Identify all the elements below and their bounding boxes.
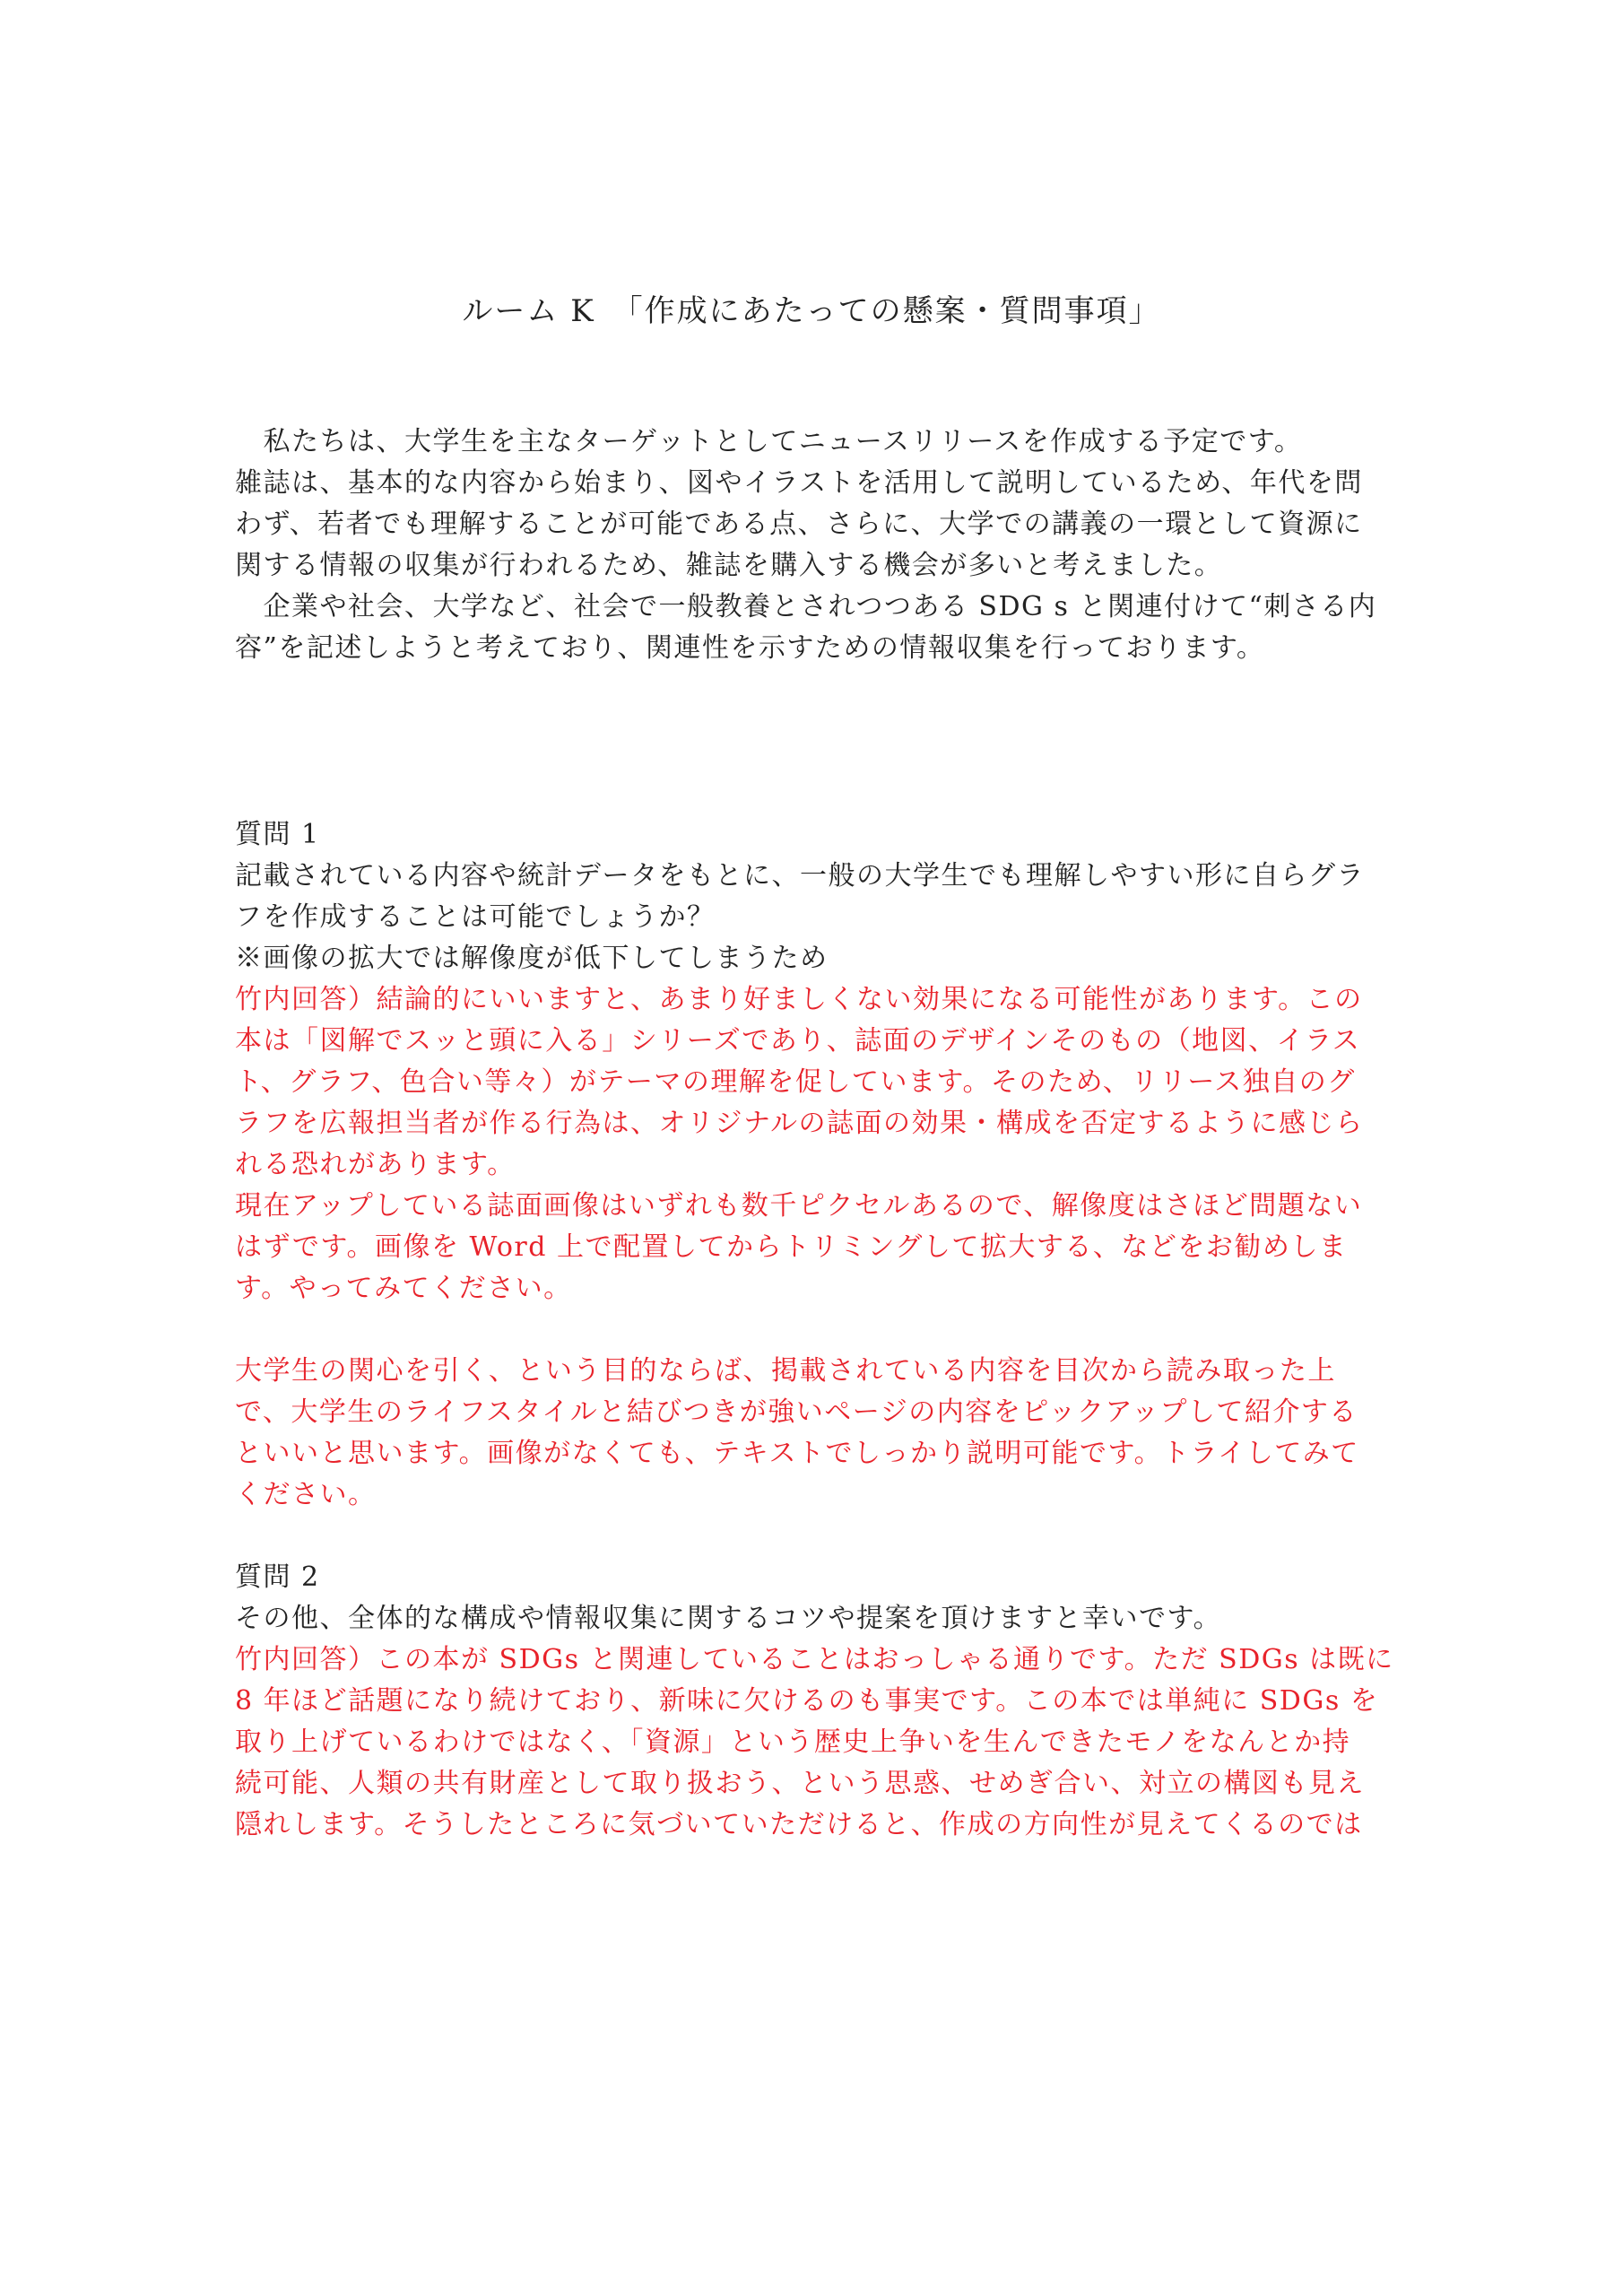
question-1-line: フを作成することは可能でしょうか？: [235, 901, 716, 933]
question-2-line: その他、全体的な構成や情報収集に関するコツや提案を頂けますと幸いです。: [235, 1603, 1222, 1634]
answer-1-line: ト、グラフ、色合い等々）がテーマの理解を促しています。そのため、リリース独自のグ: [235, 1066, 1356, 1098]
intro-line: 企業や社会、大学など、社会で一般教養とされつつある SDG s と関連付けて“刺さる内: [235, 591, 1377, 622]
answer-1-line: 竹内回答）結論的にいいますと、あまり好ましくない効果になる可能性があります。この: [235, 984, 1363, 1015]
answer-1-line: はずです。画像を Word 上で配置してからトリミングして拡大する、などをお勧めしま: [235, 1231, 1348, 1263]
document-title: ルーム K 「作成にあたっての懸案・質問事項」: [462, 293, 1161, 329]
answer-1b-line: ください。: [235, 1479, 377, 1510]
answer-1b-line: といいと思います。画像がなくても、テキストでしっかり説明可能です。トライしてみて: [235, 1438, 1359, 1469]
answer-2-line: 隠れします。そうしたところに気づいていただけると、作成の方向性が見えてくるのでは: [235, 1809, 1363, 1840]
question-1-line: 記載されている内容や統計データをもとに、一般の大学生でも理解しやすい形に自らグラ: [235, 860, 1365, 891]
intro-line: 雑誌は、基本的な内容から始まり、図やイラストを活用して説明しているため、年代を問: [235, 467, 1363, 499]
intro-line: わず、若者でも理解することが可能である点、さらに、大学での講義の一環として資源に: [235, 509, 1363, 540]
answer-2-line: 取り上げているわけではなく、「資源」という歴史上争いを生んできたモノをなんとか持: [235, 1726, 1351, 1758]
answer-1-line: 本は「図解でスッと頭に入る」シリーズであり、誌面のデザインそのもの（地図、イラス: [235, 1025, 1361, 1057]
answer-1b-line: で、大学生のライフスタイルと結びつきが強いページの内容をピックアップして紹介する: [235, 1396, 1358, 1428]
question-2-heading: 質問 2: [235, 1561, 320, 1593]
intro-line: 容”を記述しようと考えており、関連性を示すための情報収集を行っております。: [235, 632, 1265, 664]
answer-2-line: 続可能、人類の共有財産として取り扱おう、という思惑、せめぎ合い、対立の構図も見え: [235, 1768, 1365, 1799]
answer-1-line: れる恐れがあります。: [235, 1149, 516, 1180]
intro-line: 私たちは、大学生を主なターゲットとしてニュースリリースを作成する予定です。: [235, 426, 1303, 457]
intro-line: 関する情報の収集が行われるため、雑誌を購入する機会が多いと考えました。: [235, 550, 1223, 581]
answer-1b-line: 大学生の関心を引く、という目的ならば、掲載されている内容を目次から読み取った上: [235, 1355, 1336, 1387]
answer-1-line: ラフを広報担当者が作る行為は、オリジナルの誌面の効果・構成を否定するように感じら: [235, 1108, 1364, 1139]
answer-1-line: 現在アップしている誌面画像はいずれも数千ピクセルあるので、解像度はさほど問題ない: [235, 1190, 1363, 1222]
question-1-heading: 質問 1: [235, 819, 320, 850]
answer-1-line: す。やってみてください。: [235, 1273, 572, 1304]
answer-2-line: 竹内回答）この本が SDGs と関連していることはおっしゃる通りです。ただ SDGs は既に: [235, 1644, 1394, 1675]
question-1-line: ※画像の拡大では解像度が低下してしまうため: [235, 943, 829, 974]
answer-2-line: 8 年ほど話題になり続けており、新味に欠けるのも事実です。この本では単純に SDGs を: [235, 1685, 1379, 1717]
